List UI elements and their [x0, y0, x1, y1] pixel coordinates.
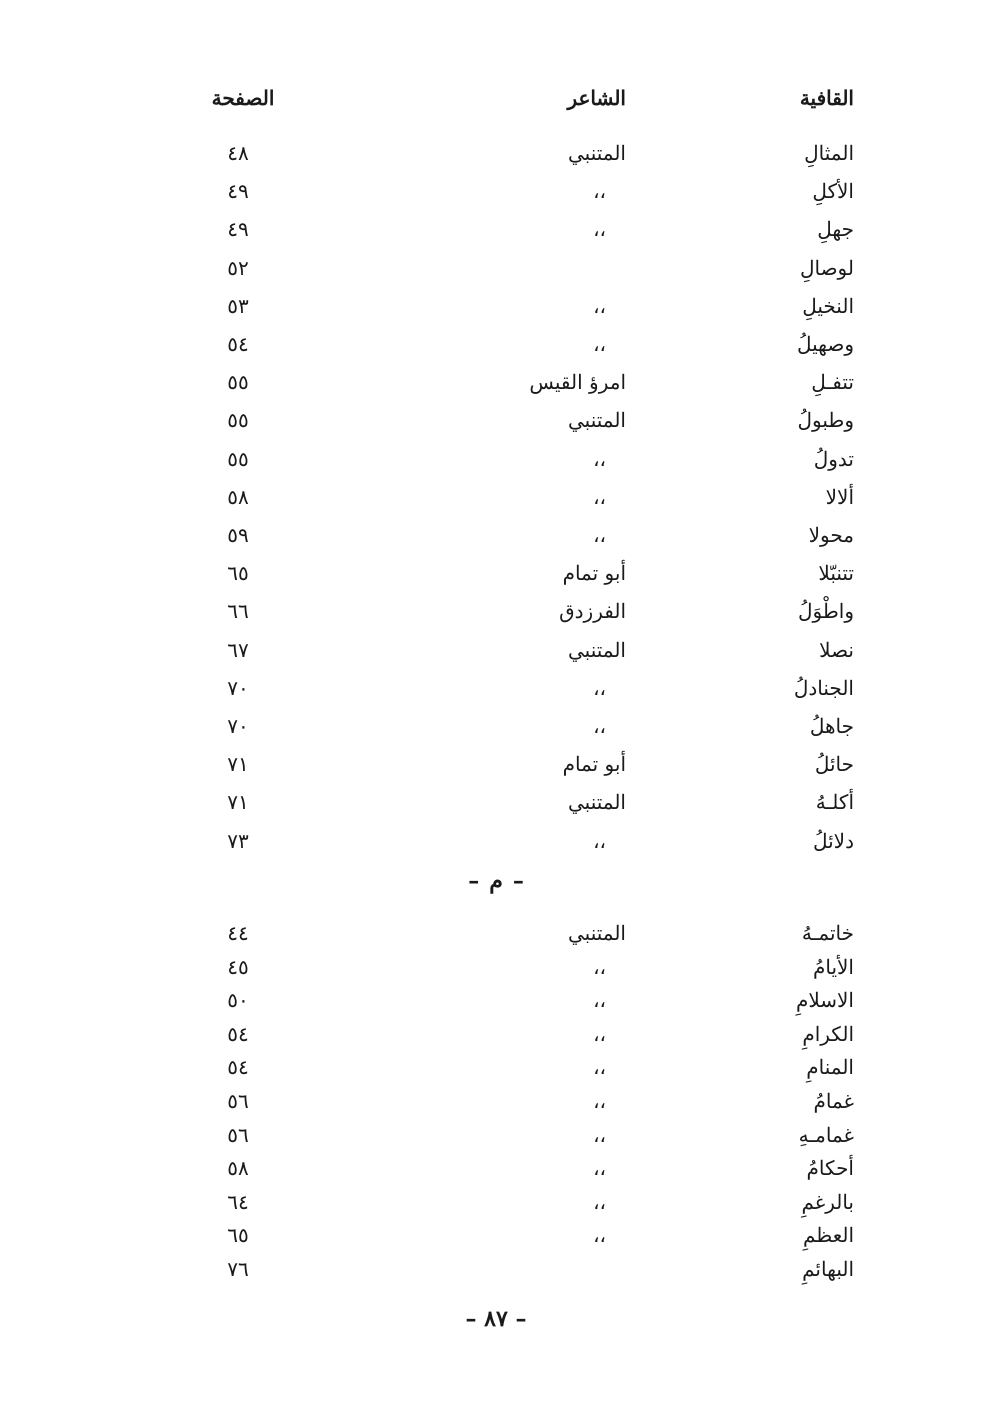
index-row	[0, 251, 992, 285]
rhyme-word: الأيامُ	[812, 954, 854, 979]
poet-name: الفرزدق	[559, 599, 626, 624]
index-row	[0, 212, 992, 246]
index-row	[0, 671, 992, 705]
page-ref: ٤٨	[227, 141, 249, 165]
rhyme-word: دلائلُ	[812, 828, 854, 853]
rhyme-word: جاهلُ	[809, 714, 854, 738]
index-row	[0, 136, 992, 170]
index-row	[0, 289, 992, 323]
index-row	[0, 950, 992, 984]
poet-name: المتنبي	[568, 790, 626, 815]
page-ref: ٤٥	[227, 954, 249, 979]
index-row	[0, 1185, 992, 1219]
rhyme-word: الأكلِ	[812, 179, 854, 204]
poet-name: ،،	[593, 714, 606, 738]
page-ref: ٧٦	[227, 1257, 249, 1281]
rhyme-word: البهائمِ	[802, 1257, 854, 1281]
poet-name: أبو تمام	[562, 561, 626, 586]
poet-name: ،،	[593, 293, 606, 318]
page-number: – ٨٧ –	[465, 1306, 527, 1332]
section-separator-mim	[0, 868, 992, 904]
index-row	[0, 403, 992, 437]
page-ref: ٧٠	[227, 714, 249, 738]
poet-name: امرؤ القيس	[529, 370, 626, 395]
index-row	[0, 1151, 992, 1185]
page-ref: ٥٦	[227, 1089, 249, 1113]
poet-name: ،،	[593, 1122, 606, 1147]
rhyme-word: جهلِ	[817, 217, 854, 242]
page-ref: ٥٦	[227, 1122, 249, 1147]
index-row	[0, 518, 992, 552]
poet-name: ،،	[593, 523, 606, 547]
page-ref: ٦٦	[227, 599, 249, 624]
rhyme-word: واطْوَلُ	[798, 599, 854, 624]
poet-name: ،،	[593, 1021, 606, 1046]
index-row	[0, 442, 992, 476]
poet-name: ،،	[593, 179, 606, 204]
poet-name: ،،	[593, 217, 606, 242]
rhyme-word: المثالِ	[804, 141, 854, 165]
page-ref: ٥٤	[227, 332, 249, 356]
page-ref: ٤٩	[227, 179, 249, 204]
rhyme-word: نصلا	[819, 637, 854, 662]
index-row	[0, 1017, 992, 1051]
index-row	[0, 1218, 992, 1252]
index-row	[0, 747, 992, 781]
poet-name: ،،	[593, 1089, 606, 1113]
rhyme-word: العظمِ	[802, 1223, 854, 1248]
page-ref: ٥٨	[227, 1156, 249, 1181]
page-ref: ٥٥	[227, 446, 249, 471]
index-row	[0, 327, 992, 361]
index-row	[0, 785, 992, 819]
rhyme-word: تتفـلِ	[811, 370, 854, 395]
rhyme-word: غمامُ	[813, 1089, 854, 1113]
page-ref: ٦٤	[227, 1189, 249, 1214]
rhyme-word: الجنادلُ	[793, 675, 854, 700]
poet-name: المتنبي	[568, 408, 626, 433]
page-ref: ٦٧	[227, 637, 249, 662]
header-poet: الشاعر	[567, 86, 626, 110]
poet-name: ،،	[593, 954, 606, 979]
rhyme-word: الكرامِ	[802, 1021, 854, 1046]
rhyme-word: خاتمـهُ	[801, 921, 854, 945]
index-row	[0, 709, 992, 743]
poet-name: المتنبي	[568, 921, 626, 945]
index-row	[0, 480, 992, 514]
separator-dash: –	[468, 868, 480, 894]
index-row	[0, 824, 992, 858]
page-ref: ٥٢	[227, 255, 249, 280]
page-ref: ٥٤	[227, 1021, 249, 1046]
index-row	[0, 1050, 992, 1084]
header-page: الصفحة	[211, 86, 275, 110]
index-row	[0, 983, 992, 1017]
page-ref: ٥٣	[227, 293, 249, 318]
poet-name: ،،	[593, 828, 606, 853]
rhyme-word: بالرغمِ	[801, 1189, 854, 1214]
rhyme-word: غمامـهِ	[798, 1122, 854, 1147]
page-ref: ٥٥	[227, 370, 249, 395]
page-ref: ٥٠	[227, 988, 249, 1013]
rhyme-word: تتنبّلا	[818, 561, 854, 586]
page-ref: ٤٩	[227, 217, 249, 242]
rhyme-word: أكلـهُ	[815, 790, 854, 815]
index-row	[0, 1118, 992, 1152]
page-ref: ٧١	[227, 790, 249, 815]
page-ref: ٦٥	[227, 1223, 249, 1248]
poet-name: ،،	[593, 484, 606, 509]
rhyme-word: لوصالِ	[799, 255, 854, 280]
index-row	[0, 365, 992, 399]
poet-name: المتنبي	[568, 141, 626, 165]
page-ref: ٧١	[227, 752, 249, 777]
poet-name: ،،	[593, 332, 606, 356]
separator-dash: –	[512, 868, 524, 894]
index-row	[0, 1252, 992, 1286]
poet-name: ،،	[593, 1189, 606, 1214]
header-qafiya: القافية	[799, 86, 854, 110]
rhyme-word: النخيلِ	[802, 293, 854, 318]
rhyme-word: تدولُ	[813, 446, 854, 471]
poet-name: ،،	[593, 675, 606, 700]
page-ref: ٧٠	[227, 675, 249, 700]
rhyme-word: محولا	[808, 523, 854, 547]
poet-name: ،،	[593, 446, 606, 471]
index-row	[0, 1084, 992, 1118]
poet-name: المتنبي	[568, 637, 626, 662]
page-ref: ٤٤	[227, 921, 249, 945]
page-ref: ٧٣	[227, 828, 249, 853]
poet-name: ،،	[593, 1223, 606, 1248]
poet-name: ،،	[593, 988, 606, 1013]
index-row	[0, 594, 992, 628]
rhyme-word: ألالا	[825, 484, 854, 509]
rhyme-word: حائلُ	[814, 752, 854, 777]
rhyme-word: وصهيلُ	[796, 332, 854, 356]
rhyme-word: أحكامُ	[806, 1156, 854, 1181]
index-row	[0, 174, 992, 208]
rhyme-word: المنامِ	[806, 1055, 854, 1080]
page-ref: ٥٥	[227, 408, 249, 433]
rhyme-word: الاسلامِ	[795, 988, 854, 1013]
poet-name: أبو تمام	[562, 752, 626, 777]
rhyme-word: وطبولُ	[797, 408, 854, 433]
separator-letter: م	[489, 868, 503, 894]
page-ref: ٦٥	[227, 561, 249, 586]
poet-name: ،،	[593, 1156, 606, 1181]
poet-name: ،،	[593, 1055, 606, 1080]
index-row	[0, 633, 992, 667]
index-row	[0, 556, 992, 590]
index-row	[0, 916, 992, 950]
page-ref: ٥٤	[227, 1055, 249, 1080]
page-ref: ٥٩	[227, 523, 249, 547]
page-ref: ٥٨	[227, 484, 249, 509]
